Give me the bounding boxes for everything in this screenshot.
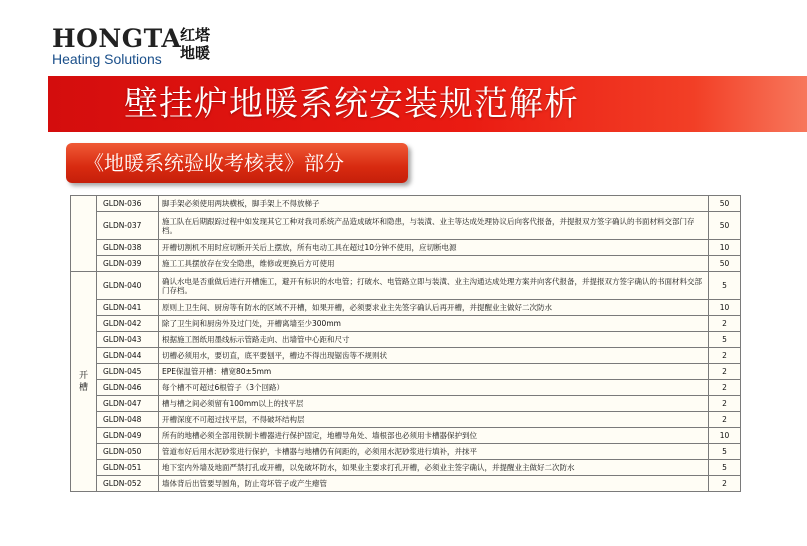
item-score: 5 (709, 444, 741, 460)
item-score: 50 (709, 256, 741, 272)
inspection-table-wrapper (70, 195, 740, 492)
item-score: 2 (709, 364, 741, 380)
table-row (71, 196, 741, 212)
logo-brand-text: HONGTA (52, 24, 182, 53)
table-row (71, 380, 741, 396)
item-score: 10 (709, 428, 741, 444)
section-tab (66, 143, 408, 183)
item-score: 50 (709, 212, 741, 240)
item-code: GLDN-051 (97, 460, 159, 476)
item-description: 切槽必须用水，要切直，底平要刨平，槽边不得出现锯齿等不规则状 (159, 348, 709, 364)
item-description: 施工队在后期跟踪过程中如发现其它工种对我司系统产品造成破坏和隐患，与装潢、业主等达成处理协议后向客代报备，并提报双方签字确认的书面材料交部门存档。 (159, 212, 709, 240)
item-code: GLDN-041 (97, 300, 159, 316)
table-row (71, 460, 741, 476)
item-code: GLDN-052 (97, 476, 159, 492)
logo-subtitle: Heating Solutions (52, 51, 162, 67)
item-code: GLDN-047 (97, 396, 159, 412)
item-code: GLDN-045 (97, 364, 159, 380)
section-tab-label: 《地暖系统验收考核表》部分 (84, 151, 344, 175)
item-code: GLDN-039 (97, 256, 159, 272)
table-row (71, 240, 741, 256)
item-score: 2 (709, 396, 741, 412)
item-code: GLDN-038 (97, 240, 159, 256)
table-row (71, 300, 741, 316)
item-code: GLDN-050 (97, 444, 159, 460)
table-row (71, 272, 741, 300)
table-row (71, 256, 741, 272)
item-description: 施工工具摆放存在安全隐患，维修或更换后方可使用 (159, 256, 709, 272)
table-row (71, 332, 741, 348)
item-description: 每个槽不可超过6根管子（3个回路） (159, 380, 709, 396)
item-description: 根据施工图纸用墨线标示管路走向、出墙管中心距和尺寸 (159, 332, 709, 348)
item-code: GLDN-044 (97, 348, 159, 364)
table-row (71, 412, 741, 428)
item-score: 2 (709, 380, 741, 396)
item-description: 墙体背后出管要导圆角，防止弯坏管子或产生瘪管 (159, 476, 709, 492)
item-code: GLDN-049 (97, 428, 159, 444)
page-title: 壁挂炉地暖系统安装规范解析 (124, 84, 579, 124)
item-score: 2 (709, 412, 741, 428)
table-row (71, 348, 741, 364)
item-score: 2 (709, 476, 741, 492)
item-code: GLDN-043 (97, 332, 159, 348)
item-score: 5 (709, 332, 741, 348)
item-code: GLDN-036 (97, 196, 159, 212)
item-score: 2 (709, 316, 741, 332)
item-description: 管道布好后用水泥砂浆进行保护，卡槽器与地槽仍有间距的，必须用水泥砂浆进行填补，并抹平 (159, 444, 709, 460)
item-code: GLDN-042 (97, 316, 159, 332)
table-row (71, 212, 741, 240)
item-description: 所有的地槽必须全部用铁制卡槽器进行保护固定，地槽导角处、墙根部也必须用卡槽器保护到位 (159, 428, 709, 444)
item-code: GLDN-040 (97, 272, 159, 300)
item-score: 2 (709, 348, 741, 364)
item-score: 5 (709, 272, 741, 300)
item-description: 确认水电是否重做后进行开槽施工，避开有标识的水电管；打破水、电管路立即与装潢、业主沟通达成处理方案并向客代报备，并提报双方签字确认的书面材料交部门存档。 (159, 272, 709, 300)
item-score: 10 (709, 300, 741, 316)
table-row (71, 364, 741, 380)
item-score: 5 (709, 460, 741, 476)
item-description: EPE保温管开槽：槽宽80±5mm (159, 364, 709, 380)
item-description: 开槽切割机不用时应切断开关后上摆放，所有电动工具在超过10分钟不使用，应切断电源 (159, 240, 709, 256)
item-code: GLDN-046 (97, 380, 159, 396)
item-code: GLDN-037 (97, 212, 159, 240)
item-description: 脚手架必须使用两块横板，脚手架上不得放梯子 (159, 196, 709, 212)
item-description: 原则上卫生间、厨房等有防水的区域不开槽，如果开槽，必须要求业主先签字确认后再开槽，并提醒业主做好二次防水 (159, 300, 709, 316)
item-description: 槽与槽之间必须留有100mm以上的找平层 (159, 396, 709, 412)
inspection-table (70, 195, 741, 492)
category-cell-empty (71, 196, 97, 272)
item-score: 50 (709, 196, 741, 212)
company-logo (52, 26, 232, 70)
table-row (71, 428, 741, 444)
category-cell: 开 槽 (71, 272, 97, 492)
item-description: 地下室内外墙及地面严禁打孔或开槽，以免破坏防水，如果业主要求打孔开槽，必须业主签字确认，并提醒业主做好二次防水 (159, 460, 709, 476)
table-row (71, 476, 741, 492)
item-description: 除了卫生间和厨房外及过门处，开槽离墙至少300mm (159, 316, 709, 332)
title-banner (48, 76, 807, 132)
item-code: GLDN-048 (97, 412, 159, 428)
item-description: 开槽深度不可超过找平层，不得破坏结构层 (159, 412, 709, 428)
table-row (71, 316, 741, 332)
item-score: 10 (709, 240, 741, 256)
table-row (71, 396, 741, 412)
inspection-table-body (71, 196, 741, 492)
table-row (71, 444, 741, 460)
logo-chinese-text: 红塔地暖 (180, 26, 211, 62)
